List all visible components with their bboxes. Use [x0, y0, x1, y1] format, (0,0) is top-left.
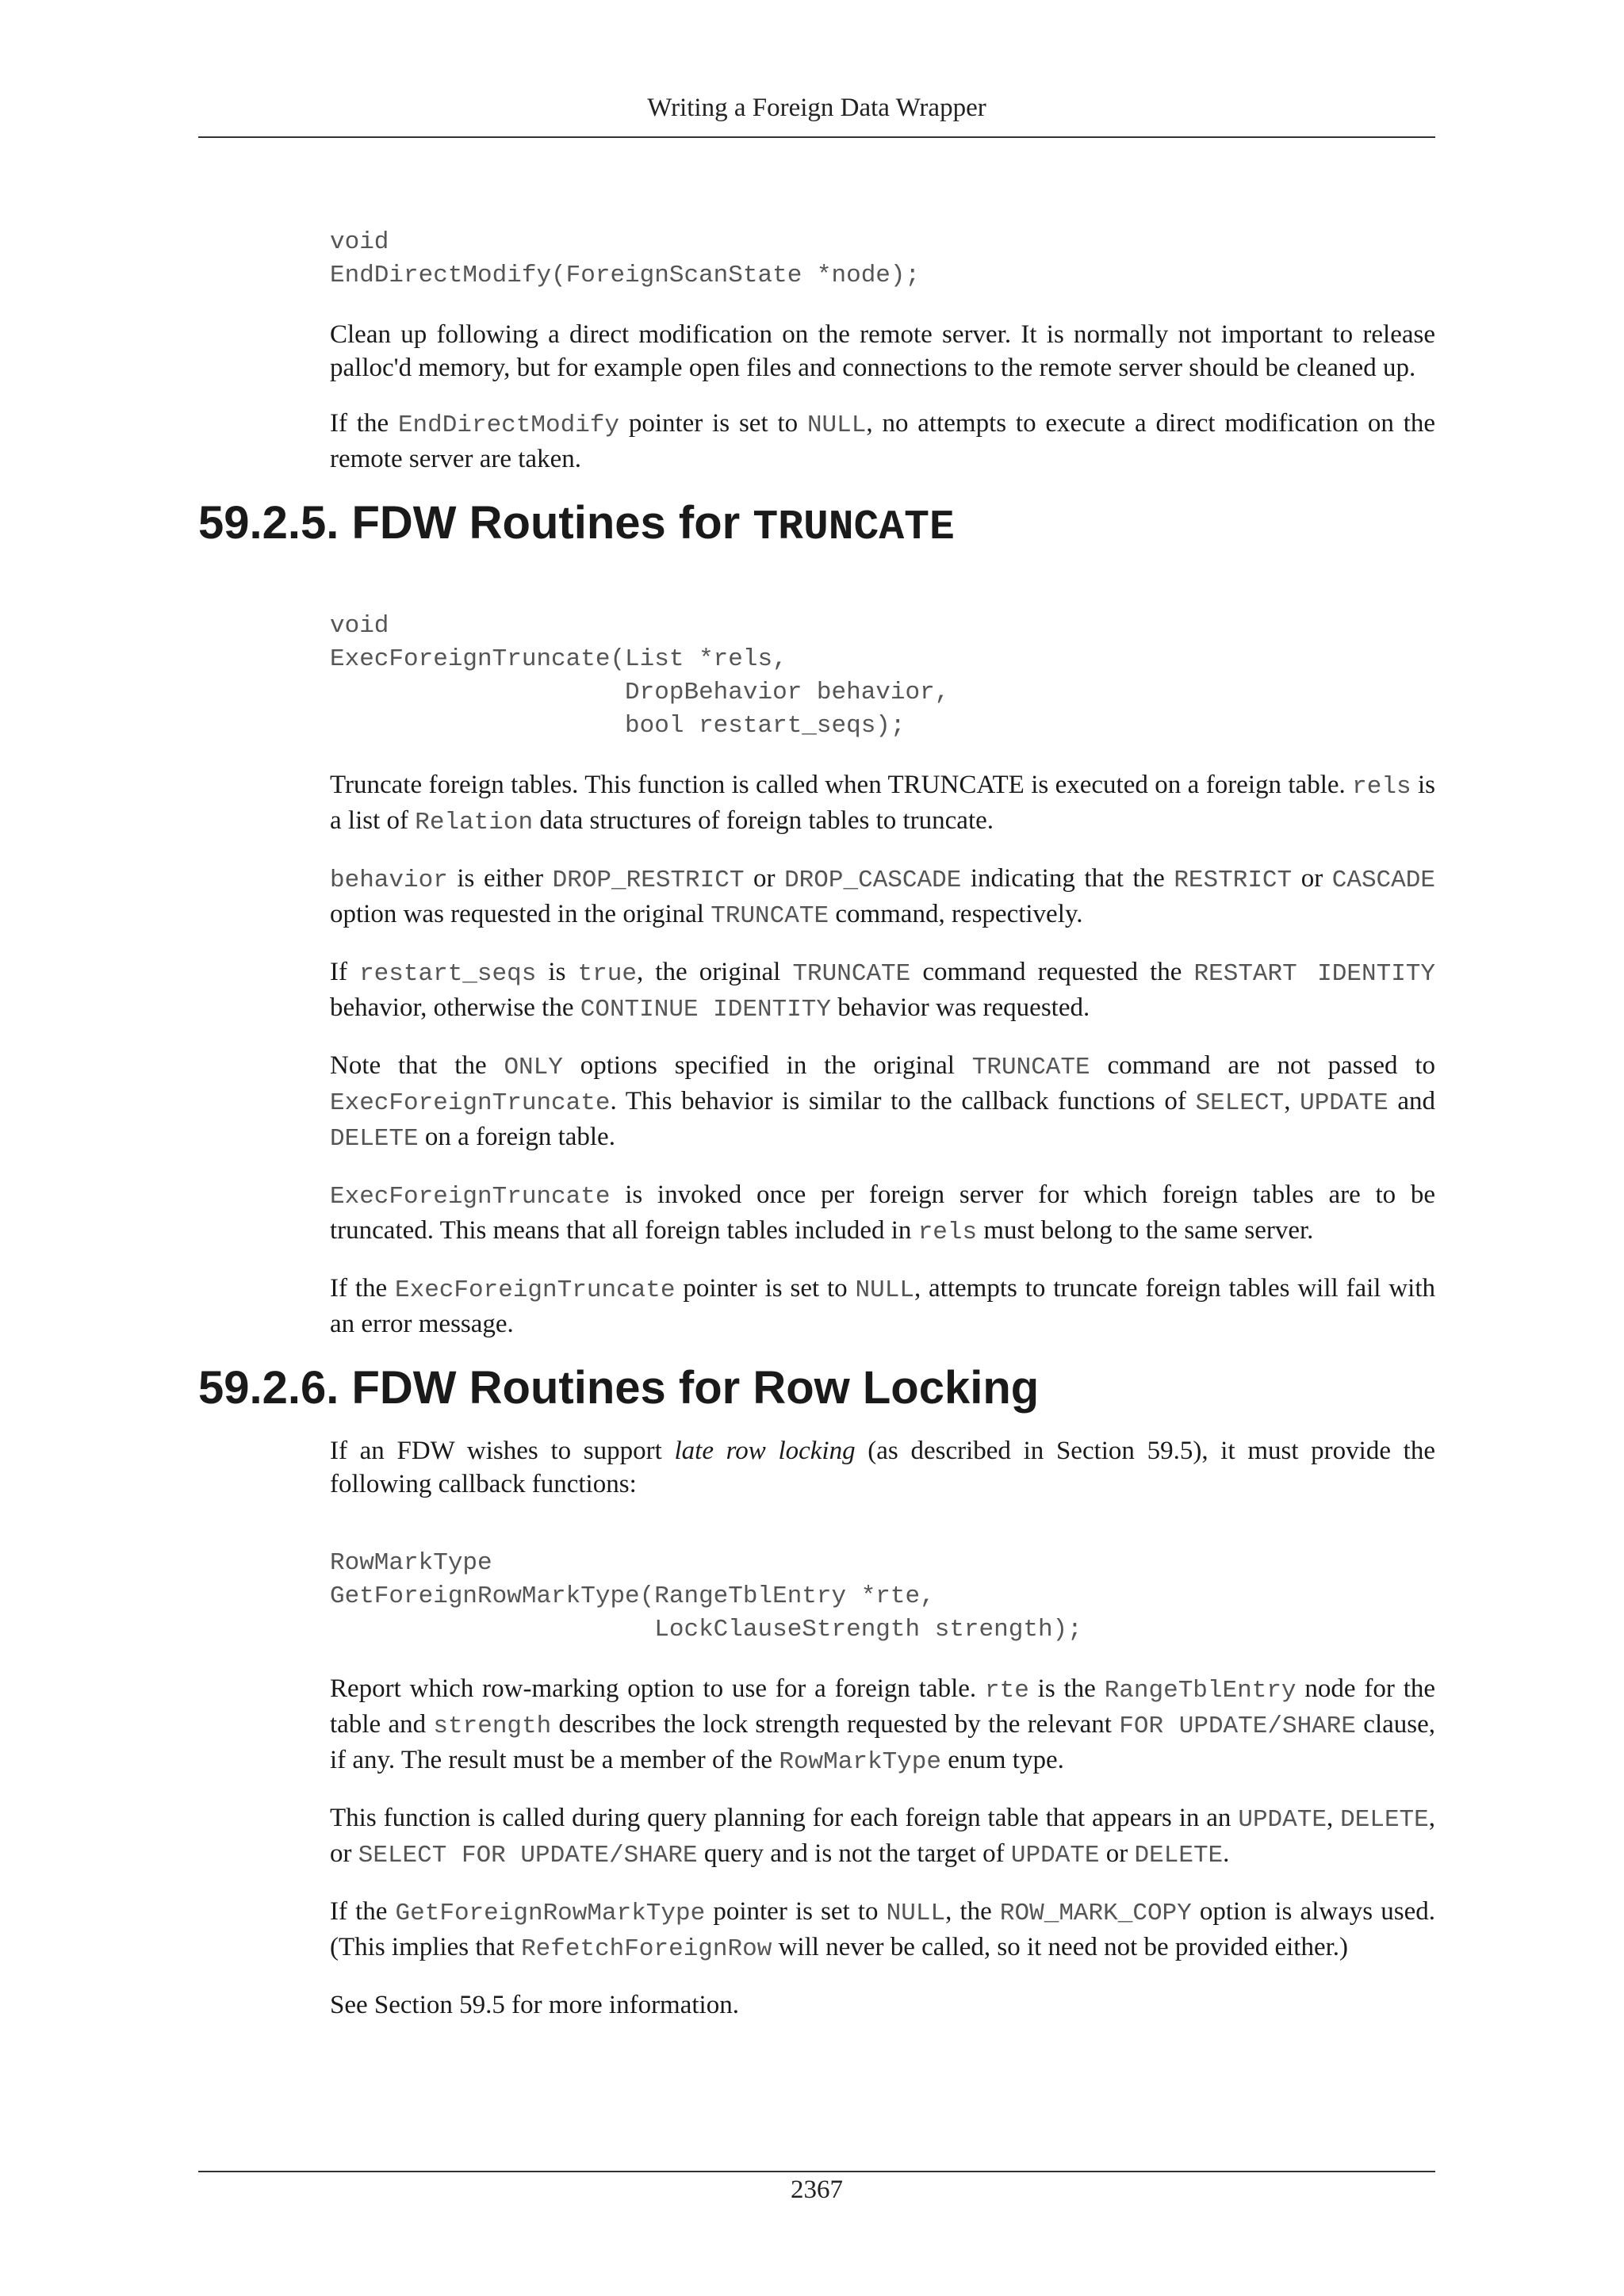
exec-foreign-truncate-signature: void ExecForeignTruncate(List *rels, DropBehavior behavior, bool restart_seqs);	[330, 612, 950, 740]
row-locking-paragraph-1: If an FDW wishes to support late row locking (as described in Section 59.5), it must provide the following callback functions:	[330, 1437, 1435, 1498]
row-locking-see-also: See Section 59.5 for more information.	[330, 1991, 739, 2019]
truncate-paragraph-2: behavior is either DROP_RESTRICT or DROP_CASCADE indicating that the RESTRICT or CASCADE option was requested in the original TRUNCATE command, respectively.	[330, 864, 1435, 930]
row-locking-paragraph-4: If the GetForeignRowMarkType pointer is set to NULL, the ROW_MARK_COPY option is always used. (This implies that RefetchForeignRow will never be called, so it need not be provided either.)	[330, 1897, 1435, 1963]
end-direct-modify-description: Clean up following a direct modification on the remote server. It is normally not important to release palloc'd memory, but for example open files and connections to the remote server should be cleaned up.	[330, 320, 1435, 382]
truncate-paragraph-4: Note that the ONLY options specified in the original TRUNCATE command are not passed to ExecForeignTruncate. This behavior is similar to the callback functions of SELECT, UPDATE and DELETE on a foreign table.	[330, 1051, 1436, 1153]
section-heading-truncate: 59.2.5. FDW Routines for TRUNCATE	[198, 497, 955, 551]
signature-declaration: EndDirectModify(ForeignScanState *node);	[330, 262, 921, 289]
truncate-paragraph-5: ExecForeignTruncate is invoked once per foreign server for which foreign tables are to be truncated. This means that all foreign tables included in rels must belong to the same server.	[330, 1181, 1435, 1246]
page-number: 2367	[791, 2175, 843, 2204]
row-locking-paragraph-2: Report which row-marking option to use for a foreign table. rte is the RangeTblEntry node for the table and strength describes the lock strength requested by the relevant FOR UPDATE/SHARE clause, if any. The result must be a member of the RowMarkType enum type.	[330, 1674, 1436, 1776]
row-locking-section-body	[330, 1434, 1435, 2022]
truncate-paragraph-3: If restart_seqs is true, the original TRUNCATE command requested the RESTART IDENTITY behavior, otherwise the CONTINUE IDENTITY behavior was requested.	[330, 958, 1436, 1024]
section-heading-row-locking: 59.2.6. FDW Routines for Row Locking	[198, 1362, 1040, 1414]
truncate-paragraph-6: If the ExecForeignTruncate pointer is set to NULL, attempts to truncate foreign tables will fail with an error message.	[330, 1274, 1435, 1338]
page-content	[198, 226, 1435, 2044]
truncate-section-body	[330, 610, 1435, 1341]
running-header: Writing a Foreign Data Wrapper	[647, 94, 986, 122]
header-rule	[198, 136, 1435, 138]
end-direct-modify-block	[330, 226, 1435, 476]
get-foreign-row-mark-type-signature: RowMarkType GetForeignRowMarkType(RangeTblEntry *rte, LockClauseStrength strength);	[330, 1549, 1082, 1644]
end-direct-modify-signature	[330, 226, 1435, 293]
row-locking-paragraph-3: This function is called during query planning for each foreign table that appears in an UPDATE, DELETE, or SELECT FOR UPDATE/SHARE query and is not the target of UPDATE or DELETE.	[330, 1804, 1436, 1869]
truncate-paragraph-1: Truncate foreign tables. This function is called when TRUNCATE is executed on a foreign table. rels is a list of Relation data structures of foreign tables to truncate.	[330, 771, 1435, 836]
footer-rule	[198, 2171, 1435, 2172]
end-direct-modify-null-note: If the EndDirectModify pointer is set to NULL, no attempts to execute a direct modification on the remote server are taken.	[330, 409, 1436, 473]
signature-return-type: void	[330, 228, 389, 256]
